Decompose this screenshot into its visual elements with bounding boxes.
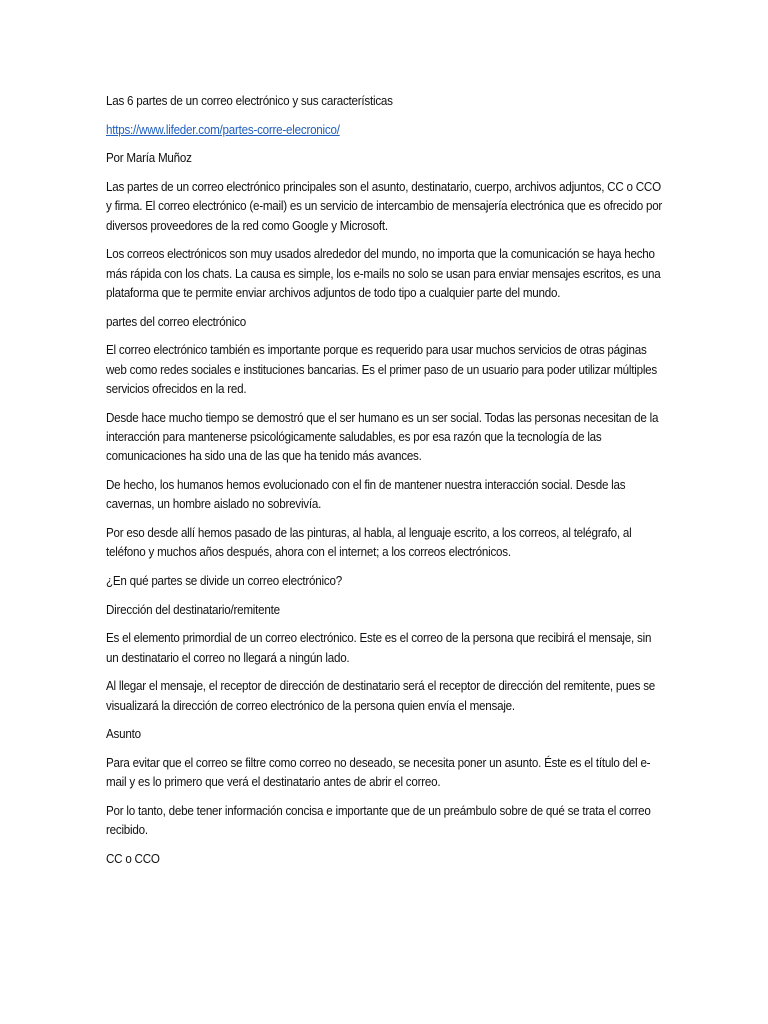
source-link[interactable]: https://www.lifeder.com/partes-corre-elecronico/ [106, 122, 340, 137]
paragraph-social-being: Desde hace mucho tiempo se demostró que el ser humano es un ser social. Todas las personas necesitan de la interacción para mantenerse psicológicamente saludables, es por esa razón que la tecnología de las comunicaciones ha sido una de las que ha tenido más avances. [106, 410, 659, 464]
paragraph-subject-2: Por lo tanto, debe tener información concisa e importante que de un preámbulo sobre de qué se trata el correo recibido. [106, 803, 651, 838]
author-line: Por María Muñoz [106, 151, 192, 166]
section-heading-subject: Asunto [106, 727, 141, 742]
paragraph-intro: Las partes de un correo electrónico principales son el asunto, destinatario, cuerpo, archivos adjuntos, CC o CCO y firma. El correo electrónico (e-mail) es un servicio de intercambio de mensajería electrónica que es ofrecido por diversos proveedores de la red como Google y Microsoft. [106, 179, 663, 233]
paragraph-parts-caption: partes del correo electrónico [106, 314, 246, 329]
section-heading-cc: CC o CCO [106, 851, 160, 866]
paragraph-address-2: Al llegar el mensaje, el receptor de dirección de destinatario será el receptor de dirección del remitente, pues se visualizará la dirección de correo electrónico de la persona quien envía el mensaje. [106, 679, 656, 713]
paragraph-usage: Los correos electrónicos son muy usados alrededor del mundo, no importa que la comunicación se haya hecho más rápida con los chats. La causa es simple, los e-mails no solo se usan para enviar mensajes escritos, es una plataforma que te permite enviar archivos adjuntos de todo tipo a cualquier parte del mundo. [106, 247, 661, 300]
document-title: Las 6 partes de un correo electrónico y sus características [106, 94, 393, 108]
document-page [106, 92, 662, 878]
section-heading-parts: ¿En qué partes se divide un correo electrónico? [106, 574, 342, 588]
paragraph-history: Por eso desde allí hemos pasado de las pinturas, al habla, al lenguaje escrito, a los correos, al telégrafo, al teléfono y muchos años después, ahora con el internet; a los correos electrónicos. [106, 526, 632, 560]
source-link-line [106, 121, 662, 140]
paragraph-address-1: Es el elemento primordial de un correo electrónico. Este es el correo de la persona que recibirá el mensaje, sin un destinatario el correo no llegará a ningún lado. [106, 631, 652, 665]
paragraph-evolution: De hecho, los humanos hemos evolucionado con el fin de mantener nuestra interacción social. Desde las cavernas, un hombre aislado no sobrevivía. [106, 478, 626, 512]
section-heading-address: Dirección del destinatario/remitente [106, 602, 280, 617]
paragraph-importance: El correo electrónico también es importante porque es requerido para usar muchos servicios de otras páginas web como redes sociales e instituciones bancarias. Es el primer paso de un usuario para poder utilizar múltiples servicios ofrecidos en la red. [106, 343, 657, 396]
paragraph-subject-1: Para evitar que el correo se filtre como correo no deseado, se necesita poner un asunto. Éste es el título del e-mail y es lo primero que verá el destinatario antes de abrir el correo. [106, 755, 651, 790]
